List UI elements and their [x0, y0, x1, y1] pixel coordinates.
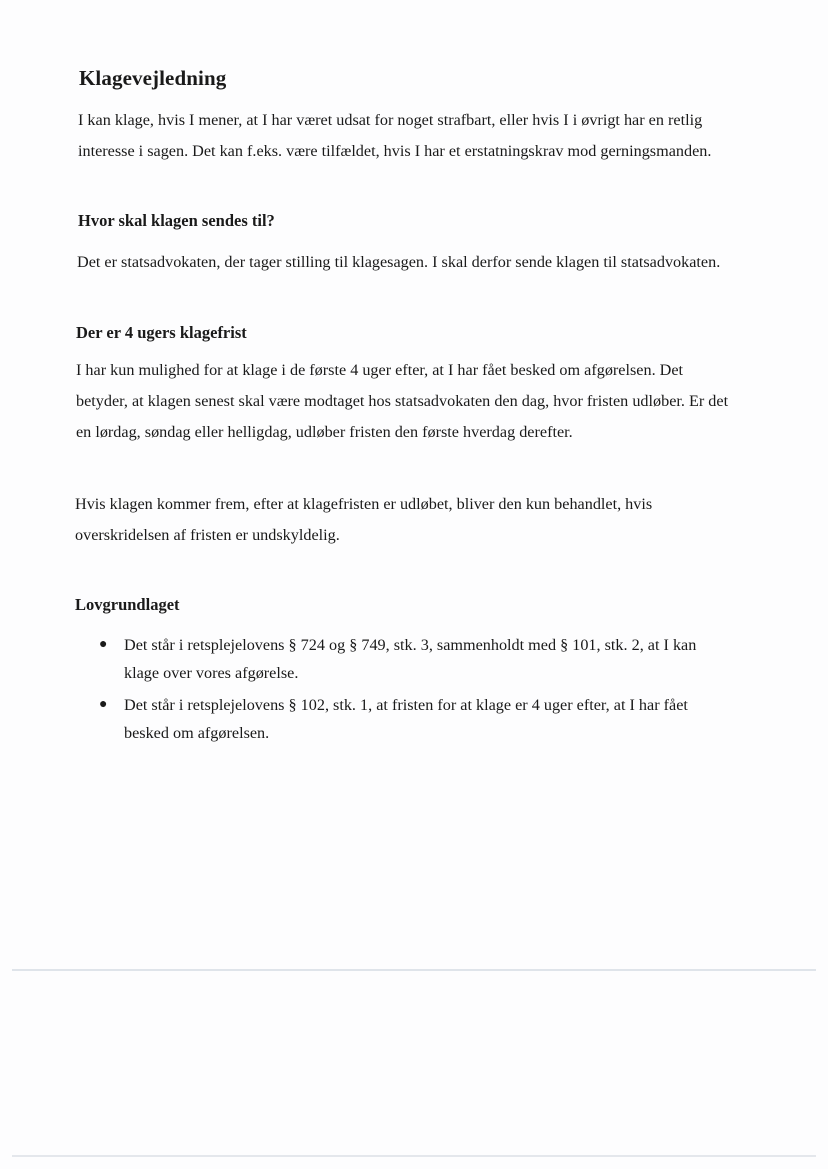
- legal-basis-list: [75, 631, 735, 751]
- section-heading-deadline: Der er 4 ugers klagefrist: [76, 323, 247, 342]
- list-item: [75, 691, 735, 747]
- page-title: Klagevejledning: [79, 66, 227, 90]
- list-item-text: Det står i retsplejelovens § 724 og § 749, stk. 3, sammenholdt med § 101, stk. 2, at I kan klage over vores afgørelse.: [124, 636, 697, 682]
- bullet-icon: ●: [99, 637, 108, 652]
- intro-paragraph: I kan klage, hvis I mener, at I har været udsat for noget strafbart, eller hvis I i øvrigt har en retlig interesse i sagen. Det kan f.eks. være tilfældet, hvis I har et erstatningskrav mod gerningsmanden.: [78, 111, 712, 160]
- section-body-deadline: I har kun mulighed for at klage i de første 4 uger efter, at I har fået besked om afgørelsen. Det betyder, at klagen senest skal være modtaget hos statsadvokaten den dag, hvor fristen udløber. Er det en lørdag, søndag eller helligdag, udløber fristen den første hverdag derefter.: [76, 361, 729, 441]
- section-body-where: Det er statsadvokaten, der tager stilling til klagesagen. I skal derfor sende klagen til statsadvokaten.: [77, 253, 721, 271]
- list-item-text: Det står i retsplejelovens § 102, stk. 1, at fristen for at klage er 4 uger efter, at I har fået besked om afgørelsen.: [124, 696, 688, 742]
- scan-divider: [12, 969, 816, 971]
- scan-divider-bottom: [12, 1155, 816, 1157]
- list-item: [75, 631, 735, 687]
- bullet-icon: ●: [99, 697, 108, 712]
- section-extra-deadline: Hvis klagen kommer frem, efter at klagefristen er udløbet, bliver den kun behandlet, hvis overskridelsen af fristen er undskyldelig.: [75, 495, 653, 544]
- section-heading-where: Hvor skal klagen sendes til?: [78, 211, 275, 230]
- section-heading-legal-basis: Lovgrundlaget: [75, 595, 180, 614]
